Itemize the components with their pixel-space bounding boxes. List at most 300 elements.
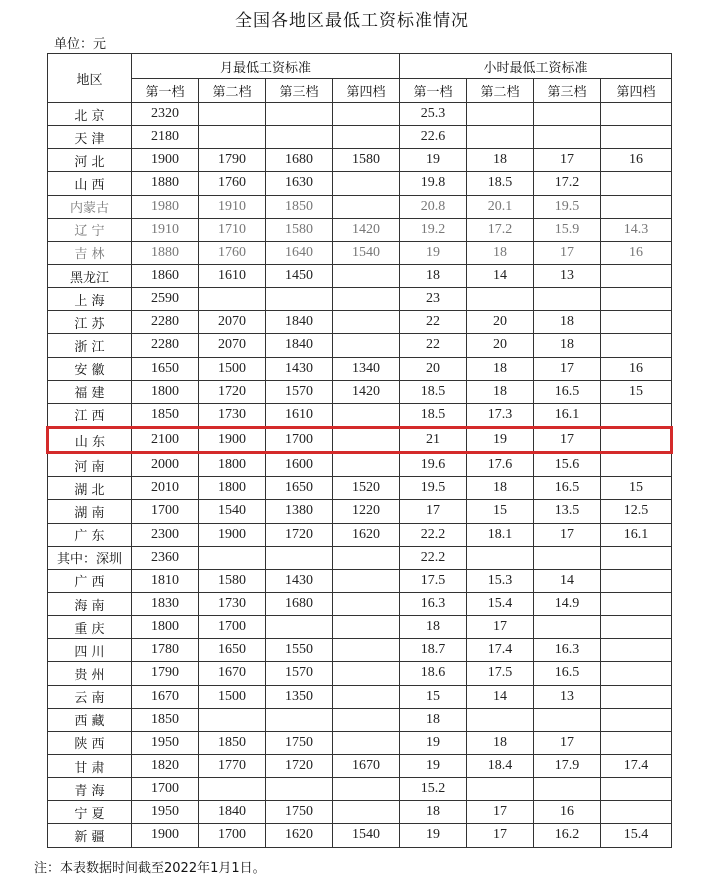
monthly-tier-4-cell: 1340 xyxy=(333,357,400,380)
hourly-tier-2-cell: 17.4 xyxy=(467,639,534,662)
monthly-tier-1-cell: 2360 xyxy=(132,546,199,569)
monthly-tier-2-cell: 1710 xyxy=(199,218,266,241)
hourly-tier-3-cell xyxy=(534,708,601,731)
monthly-tier-2-cell: 2070 xyxy=(199,311,266,334)
hourly-tier-4-cell xyxy=(601,778,672,801)
monthly-tier-3-cell: 1570 xyxy=(266,662,333,685)
hourly-tier-4-cell xyxy=(601,546,672,569)
monthly-tier-1-cell: 1810 xyxy=(132,569,199,592)
hourly-tier-2-cell: 19 xyxy=(467,427,534,452)
table-row xyxy=(48,288,672,311)
monthly-tier-2-cell: 1790 xyxy=(199,149,266,172)
monthly-tier-2-cell: 1730 xyxy=(199,592,266,615)
hourly-tier-2-cell: 20 xyxy=(467,334,534,357)
hourly-tier-3-cell: 16.5 xyxy=(534,380,601,403)
region-cell: 江 苏 xyxy=(48,311,132,334)
hourly-tier-2-cell: 15 xyxy=(467,500,534,523)
region-cell: 河 南 xyxy=(48,453,132,477)
monthly-tier-3-cell: 1750 xyxy=(266,731,333,754)
table-row xyxy=(48,357,672,380)
monthly-tier-2-cell xyxy=(199,708,266,731)
hourly-tier-3-cell: 17.9 xyxy=(534,754,601,777)
table-row xyxy=(48,103,672,126)
region-cell: 天 津 xyxy=(48,126,132,149)
monthly-tier-2-cell: 1760 xyxy=(199,241,266,264)
table-row xyxy=(48,685,672,708)
monthly-tier-3-cell: 1680 xyxy=(266,592,333,615)
hourly-tier-1-cell: 23 xyxy=(400,288,467,311)
hourly-tier-2-cell: 18.5 xyxy=(467,172,534,195)
monthly-tier-2-cell: 1770 xyxy=(199,754,266,777)
table-row xyxy=(48,523,672,546)
hourly-tier-1-cell: 20 xyxy=(400,357,467,380)
hourly-tier-2-cell: 20 xyxy=(467,311,534,334)
hourly-tier-4-cell xyxy=(601,427,672,452)
hourly-tier-4-cell xyxy=(601,685,672,708)
monthly-tier-1-header: 第一档 xyxy=(132,79,199,103)
monthly-tier-4-cell: 1670 xyxy=(333,754,400,777)
hourly-tier-1-cell: 19.5 xyxy=(400,477,467,500)
monthly-tier-1-cell: 2300 xyxy=(132,523,199,546)
region-cell: 西 藏 xyxy=(48,708,132,731)
monthly-tier-3-cell xyxy=(266,708,333,731)
monthly-tier-3-cell xyxy=(266,616,333,639)
monthly-tier-3-cell: 1840 xyxy=(266,311,333,334)
table-row xyxy=(48,264,672,287)
monthly-tier-3-cell xyxy=(266,126,333,149)
monthly-tier-2-cell: 1900 xyxy=(199,523,266,546)
region-cell: 其中：深圳 xyxy=(48,546,132,569)
table-row xyxy=(48,824,672,847)
monthly-tier-2-cell: 2070 xyxy=(199,334,266,357)
hourly-tier-2-cell: 18 xyxy=(467,477,534,500)
monthly-tier-3-header: 第三档 xyxy=(266,79,333,103)
region-cell: 四 川 xyxy=(48,639,132,662)
table-row xyxy=(48,500,672,523)
hourly-tier-1-cell: 18 xyxy=(400,801,467,824)
region-cell: 山 东 xyxy=(48,427,132,452)
table-row xyxy=(48,195,672,218)
monthly-tier-3-cell: 1570 xyxy=(266,380,333,403)
hourly-tier-1-cell: 19.8 xyxy=(400,172,467,195)
monthly-tier-3-cell xyxy=(266,546,333,569)
region-cell: 辽 宁 xyxy=(48,218,132,241)
hourly-tier-1-cell: 25.3 xyxy=(400,103,467,126)
table-row xyxy=(48,662,672,685)
hourly-tier-4-cell xyxy=(601,126,672,149)
region-header: 地区 xyxy=(48,54,132,103)
hourly-tier-3-cell: 14 xyxy=(534,569,601,592)
table-row xyxy=(48,241,672,264)
hourly-tier-2-cell: 17.2 xyxy=(467,218,534,241)
monthly-tier-4-cell xyxy=(333,708,400,731)
table-row xyxy=(48,546,672,569)
hourly-tier-3-cell: 15.9 xyxy=(534,218,601,241)
hourly-tier-4-cell xyxy=(601,403,672,427)
monthly-tier-1-cell: 2590 xyxy=(132,288,199,311)
monthly-tier-2-cell: 1700 xyxy=(199,824,266,847)
hourly-tier-3-cell xyxy=(534,126,601,149)
hourly-tier-4-header: 第四档 xyxy=(601,79,672,103)
hourly-tier-4-cell xyxy=(601,616,672,639)
monthly-tier-3-cell: 1840 xyxy=(266,334,333,357)
region-cell: 广 东 xyxy=(48,523,132,546)
monthly-tier-4-cell xyxy=(333,616,400,639)
monthly-tier-3-cell: 1600 xyxy=(266,453,333,477)
hourly-tier-2-cell xyxy=(467,778,534,801)
monthly-tier-1-cell: 1910 xyxy=(132,218,199,241)
hourly-tier-3-cell: 16.5 xyxy=(534,662,601,685)
monthly-header: 月最低工资标准 xyxy=(132,54,400,79)
monthly-tier-4-cell: 1420 xyxy=(333,380,400,403)
hourly-tier-2-cell: 15.3 xyxy=(467,569,534,592)
region-cell: 青 海 xyxy=(48,778,132,801)
monthly-tier-2-cell: 1910 xyxy=(199,195,266,218)
table-row xyxy=(48,708,672,731)
hourly-tier-4-cell: 14.3 xyxy=(601,218,672,241)
monthly-tier-3-cell: 1720 xyxy=(266,754,333,777)
monthly-tier-2-cell: 1800 xyxy=(199,477,266,500)
hourly-tier-2-cell xyxy=(467,126,534,149)
hourly-tier-3-cell: 16 xyxy=(534,801,601,824)
hourly-tier-3-cell: 16.1 xyxy=(534,403,601,427)
hourly-tier-4-cell: 16 xyxy=(601,241,672,264)
monthly-tier-2-header: 第二档 xyxy=(199,79,266,103)
monthly-tier-3-cell: 1620 xyxy=(266,824,333,847)
monthly-tier-4-cell xyxy=(333,264,400,287)
hourly-tier-2-cell: 17 xyxy=(467,616,534,639)
monthly-tier-1-cell: 1800 xyxy=(132,380,199,403)
monthly-tier-1-cell: 2010 xyxy=(132,477,199,500)
hourly-tier-4-cell xyxy=(601,172,672,195)
hourly-tier-1-cell: 20.8 xyxy=(400,195,467,218)
table-row xyxy=(48,334,672,357)
monthly-tier-4-cell xyxy=(333,731,400,754)
monthly-tier-2-cell xyxy=(199,126,266,149)
hourly-tier-3-cell: 17 xyxy=(534,241,601,264)
region-cell: 河 北 xyxy=(48,149,132,172)
monthly-tier-4-cell xyxy=(333,569,400,592)
monthly-tier-3-cell xyxy=(266,288,333,311)
hourly-tier-2-cell: 17 xyxy=(467,824,534,847)
hourly-tier-2-cell: 20.1 xyxy=(467,195,534,218)
hourly-tier-2-cell: 18 xyxy=(467,357,534,380)
hourly-tier-1-cell: 18.5 xyxy=(400,380,467,403)
hourly-tier-2-cell: 14 xyxy=(467,264,534,287)
hourly-tier-4-cell: 15 xyxy=(601,380,672,403)
hourly-tier-1-cell: 19 xyxy=(400,754,467,777)
monthly-tier-2-cell: 1540 xyxy=(199,500,266,523)
hourly-tier-4-cell xyxy=(601,592,672,615)
footnote: 注：本表数据时间截至2022年1月1日。 xyxy=(34,861,266,876)
hourly-tier-1-cell: 22 xyxy=(400,334,467,357)
table-row xyxy=(48,754,672,777)
region-cell: 湖 南 xyxy=(48,500,132,523)
hourly-tier-2-cell: 14 xyxy=(467,685,534,708)
monthly-tier-1-cell: 2100 xyxy=(132,427,199,452)
monthly-tier-1-cell: 1900 xyxy=(132,149,199,172)
monthly-tier-3-cell: 1720 xyxy=(266,523,333,546)
table-row xyxy=(48,172,672,195)
monthly-tier-4-cell: 1420 xyxy=(333,218,400,241)
hourly-tier-1-cell: 19 xyxy=(400,824,467,847)
region-cell: 湖 北 xyxy=(48,477,132,500)
hourly-tier-3-cell: 16.5 xyxy=(534,477,601,500)
hourly-tier-1-cell: 22 xyxy=(400,311,467,334)
monthly-tier-2-cell: 1900 xyxy=(199,427,266,452)
hourly-tier-4-cell xyxy=(601,708,672,731)
hourly-tier-1-cell: 19.2 xyxy=(400,218,467,241)
hourly-tier-4-cell: 12.5 xyxy=(601,500,672,523)
monthly-tier-3-cell xyxy=(266,778,333,801)
monthly-tier-1-cell: 1850 xyxy=(132,708,199,731)
hourly-tier-4-cell xyxy=(601,334,672,357)
monthly-tier-4-cell xyxy=(333,172,400,195)
monthly-tier-4-cell xyxy=(333,311,400,334)
table-body xyxy=(48,103,672,848)
monthly-tier-3-cell: 1850 xyxy=(266,195,333,218)
monthly-tier-1-cell: 1900 xyxy=(132,824,199,847)
hourly-tier-3-cell: 16.3 xyxy=(534,639,601,662)
region-cell: 黑龙江 xyxy=(48,264,132,287)
monthly-tier-4-cell xyxy=(333,685,400,708)
monthly-tier-2-cell xyxy=(199,103,266,126)
table-row xyxy=(48,311,672,334)
monthly-tier-3-cell: 1700 xyxy=(266,427,333,452)
hourly-tier-2-cell: 18 xyxy=(467,380,534,403)
hourly-tier-1-cell: 22.2 xyxy=(400,546,467,569)
region-cell: 安 徽 xyxy=(48,357,132,380)
hourly-tier-3-cell: 18 xyxy=(534,311,601,334)
monthly-tier-2-cell xyxy=(199,288,266,311)
monthly-tier-4-cell: 1520 xyxy=(333,477,400,500)
hourly-tier-3-header: 第三档 xyxy=(534,79,601,103)
region-cell: 贵 州 xyxy=(48,662,132,685)
hourly-tier-4-cell xyxy=(601,639,672,662)
hourly-tier-2-cell: 18 xyxy=(467,149,534,172)
monthly-tier-1-cell: 1830 xyxy=(132,592,199,615)
hourly-tier-3-cell xyxy=(534,778,601,801)
hourly-tier-4-cell xyxy=(601,195,672,218)
monthly-tier-1-cell: 2000 xyxy=(132,453,199,477)
hourly-tier-1-cell: 19 xyxy=(400,731,467,754)
hourly-tier-4-cell xyxy=(601,731,672,754)
hourly-tier-3-cell: 19.5 xyxy=(534,195,601,218)
region-cell: 海 南 xyxy=(48,592,132,615)
hourly-tier-4-cell xyxy=(601,103,672,126)
monthly-tier-2-cell: 1500 xyxy=(199,357,266,380)
monthly-tier-1-cell: 1800 xyxy=(132,616,199,639)
hourly-tier-1-cell: 19 xyxy=(400,241,467,264)
hourly-tier-4-cell: 16.1 xyxy=(601,523,672,546)
hourly-tier-3-cell xyxy=(534,288,601,311)
monthly-tier-2-cell: 1760 xyxy=(199,172,266,195)
monthly-tier-1-cell: 1790 xyxy=(132,662,199,685)
hourly-tier-4-cell: 15.4 xyxy=(601,824,672,847)
table-row xyxy=(48,477,672,500)
monthly-tier-2-cell: 1650 xyxy=(199,639,266,662)
monthly-tier-1-cell: 2180 xyxy=(132,126,199,149)
monthly-tier-2-cell: 1500 xyxy=(199,685,266,708)
hourly-tier-2-cell: 17.6 xyxy=(467,453,534,477)
hourly-tier-4-cell xyxy=(601,801,672,824)
table-row xyxy=(48,801,672,824)
monthly-tier-1-cell: 1700 xyxy=(132,500,199,523)
region-cell: 新 疆 xyxy=(48,824,132,847)
min-wage-table xyxy=(46,53,673,848)
hourly-tier-2-cell xyxy=(467,546,534,569)
monthly-tier-3-cell: 1640 xyxy=(266,241,333,264)
table-row xyxy=(48,149,672,172)
monthly-tier-2-cell: 1580 xyxy=(199,569,266,592)
monthly-tier-3-cell: 1380 xyxy=(266,500,333,523)
monthly-tier-3-cell: 1630 xyxy=(266,172,333,195)
hourly-tier-3-cell: 18 xyxy=(534,334,601,357)
hourly-header: 小时最低工资标准 xyxy=(400,54,672,79)
hourly-tier-4-cell: 16 xyxy=(601,149,672,172)
table-row xyxy=(48,778,672,801)
hourly-tier-2-cell: 17.5 xyxy=(467,662,534,685)
monthly-tier-1-cell: 2320 xyxy=(132,103,199,126)
hourly-tier-3-cell: 15.6 xyxy=(534,453,601,477)
monthly-tier-1-cell: 1820 xyxy=(132,754,199,777)
monthly-tier-4-cell xyxy=(333,195,400,218)
hourly-tier-4-cell xyxy=(601,662,672,685)
monthly-tier-2-cell: 1670 xyxy=(199,662,266,685)
region-cell: 广 西 xyxy=(48,569,132,592)
hourly-tier-4-cell: 15 xyxy=(601,477,672,500)
hourly-tier-1-cell: 22.2 xyxy=(400,523,467,546)
monthly-tier-3-cell: 1610 xyxy=(266,403,333,427)
monthly-tier-3-cell: 1430 xyxy=(266,357,333,380)
monthly-tier-1-cell: 1700 xyxy=(132,778,199,801)
hourly-tier-3-cell: 17 xyxy=(534,149,601,172)
monthly-tier-1-cell: 1670 xyxy=(132,685,199,708)
table-row xyxy=(48,126,672,149)
region-cell: 重 庆 xyxy=(48,616,132,639)
table-row xyxy=(48,453,672,477)
monthly-tier-4-cell xyxy=(333,403,400,427)
hourly-tier-3-cell: 13 xyxy=(534,264,601,287)
hourly-tier-2-cell: 15.4 xyxy=(467,592,534,615)
hourly-tier-3-cell: 13 xyxy=(534,685,601,708)
monthly-tier-1-cell: 2280 xyxy=(132,334,199,357)
hourly-tier-2-cell: 17 xyxy=(467,801,534,824)
monthly-tier-1-cell: 1950 xyxy=(132,801,199,824)
hourly-tier-3-cell: 14.9 xyxy=(534,592,601,615)
table-row xyxy=(48,380,672,403)
monthly-tier-3-cell: 1450 xyxy=(266,264,333,287)
page-title: 全国各地区最低工资标准情况 xyxy=(235,11,469,31)
monthly-tier-2-cell xyxy=(199,778,266,801)
hourly-tier-1-cell: 18.5 xyxy=(400,403,467,427)
hourly-tier-1-cell: 15.2 xyxy=(400,778,467,801)
table-row xyxy=(48,731,672,754)
hourly-tier-2-header: 第二档 xyxy=(467,79,534,103)
monthly-tier-3-cell: 1350 xyxy=(266,685,333,708)
region-cell: 山 西 xyxy=(48,172,132,195)
hourly-tier-2-cell xyxy=(467,288,534,311)
monthly-tier-2-cell: 1800 xyxy=(199,453,266,477)
monthly-tier-1-cell: 2280 xyxy=(132,311,199,334)
monthly-tier-2-cell xyxy=(199,546,266,569)
hourly-tier-1-header: 第一档 xyxy=(400,79,467,103)
hourly-tier-3-cell: 17 xyxy=(534,357,601,380)
monthly-tier-1-cell: 1850 xyxy=(132,403,199,427)
monthly-tier-1-cell: 1860 xyxy=(132,264,199,287)
monthly-tier-4-cell xyxy=(333,103,400,126)
region-cell: 福 建 xyxy=(48,380,132,403)
table-row-highlighted xyxy=(48,427,672,452)
hourly-tier-1-cell: 18.7 xyxy=(400,639,467,662)
hourly-tier-1-cell: 18 xyxy=(400,264,467,287)
monthly-tier-4-cell xyxy=(333,126,400,149)
monthly-tier-4-cell xyxy=(333,592,400,615)
hourly-tier-2-cell: 18 xyxy=(467,241,534,264)
monthly-tier-2-cell: 1850 xyxy=(199,731,266,754)
hourly-tier-4-cell xyxy=(601,453,672,477)
hourly-tier-4-cell: 16 xyxy=(601,357,672,380)
monthly-tier-4-cell: 1540 xyxy=(333,241,400,264)
monthly-tier-3-cell: 1750 xyxy=(266,801,333,824)
hourly-tier-4-cell xyxy=(601,569,672,592)
monthly-tier-3-cell: 1550 xyxy=(266,639,333,662)
hourly-tier-2-cell: 18 xyxy=(467,731,534,754)
hourly-tier-1-cell: 17.5 xyxy=(400,569,467,592)
monthly-tier-4-cell: 1620 xyxy=(333,523,400,546)
hourly-tier-3-cell: 17 xyxy=(534,731,601,754)
monthly-tier-1-cell: 1780 xyxy=(132,639,199,662)
region-cell: 浙 江 xyxy=(48,334,132,357)
monthly-tier-4-cell xyxy=(333,427,400,452)
table-row xyxy=(48,403,672,427)
monthly-tier-4-cell: 1220 xyxy=(333,500,400,523)
hourly-tier-4-cell xyxy=(601,311,672,334)
region-cell: 北 京 xyxy=(48,103,132,126)
hourly-tier-3-cell: 16.2 xyxy=(534,824,601,847)
table-row xyxy=(48,218,672,241)
hourly-tier-3-cell: 17 xyxy=(534,523,601,546)
hourly-tier-3-cell: 13.5 xyxy=(534,500,601,523)
monthly-tier-4-cell xyxy=(333,453,400,477)
hourly-tier-2-cell: 18.1 xyxy=(467,523,534,546)
region-cell: 上 海 xyxy=(48,288,132,311)
hourly-tier-4-cell: 17.4 xyxy=(601,754,672,777)
monthly-tier-1-cell: 1650 xyxy=(132,357,199,380)
hourly-tier-4-cell xyxy=(601,288,672,311)
monthly-tier-4-cell xyxy=(333,778,400,801)
hourly-tier-1-cell: 19.6 xyxy=(400,453,467,477)
hourly-tier-3-cell: 17.2 xyxy=(534,172,601,195)
monthly-tier-1-cell: 1980 xyxy=(132,195,199,218)
monthly-tier-3-cell: 1680 xyxy=(266,149,333,172)
monthly-tier-2-cell: 1700 xyxy=(199,616,266,639)
hourly-tier-1-cell: 17 xyxy=(400,500,467,523)
monthly-tier-4-cell: 1580 xyxy=(333,149,400,172)
monthly-tier-4-cell xyxy=(333,546,400,569)
hourly-tier-1-cell: 22.6 xyxy=(400,126,467,149)
region-cell: 宁 夏 xyxy=(48,801,132,824)
hourly-tier-3-cell xyxy=(534,103,601,126)
hourly-tier-3-cell: 17 xyxy=(534,427,601,452)
unit-label: 单位：元 xyxy=(54,37,107,52)
hourly-tier-1-cell: 21 xyxy=(400,427,467,452)
hourly-tier-1-cell: 18.6 xyxy=(400,662,467,685)
hourly-tier-3-cell xyxy=(534,546,601,569)
table-row xyxy=(48,639,672,662)
hourly-tier-1-cell: 18 xyxy=(400,708,467,731)
hourly-tier-4-cell xyxy=(601,264,672,287)
